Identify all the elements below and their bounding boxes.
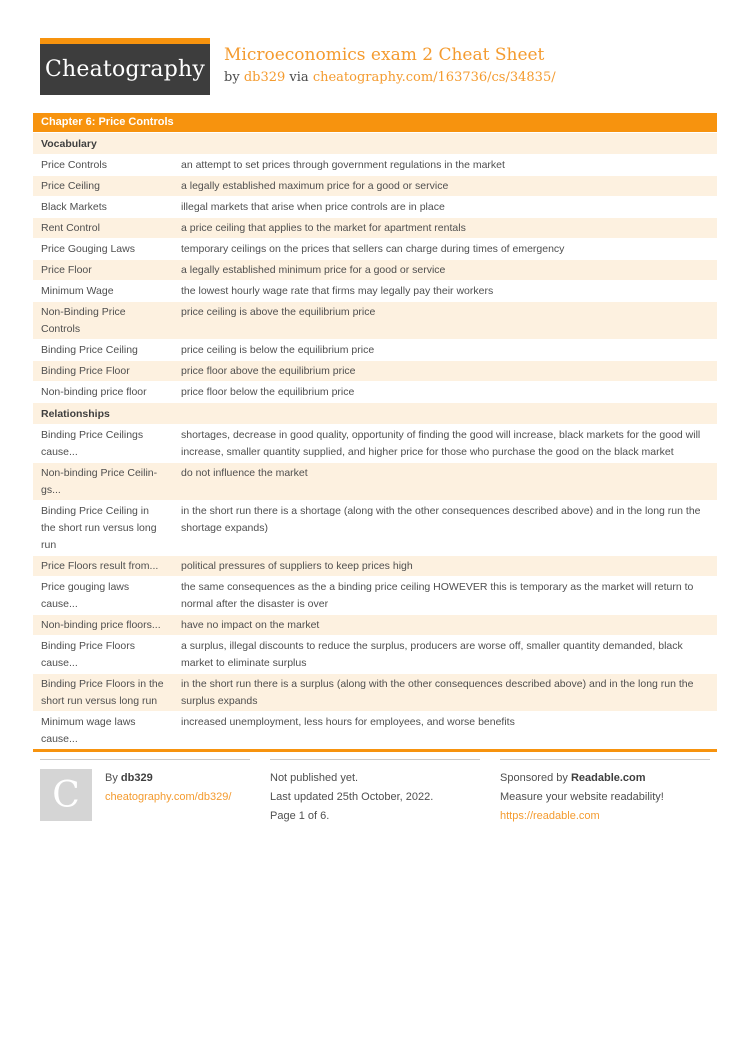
- table-row: [33, 154, 717, 175]
- avatar[interactable]: [40, 769, 92, 821]
- table-row: [33, 217, 717, 238]
- term-label: Binding Price Floors in the short run versus long run: [41, 677, 164, 707]
- byline-via-text: via: [289, 70, 309, 86]
- table-row: [33, 555, 717, 576]
- term-label: Non-binding Price Ceilin-gs...: [41, 466, 158, 496]
- sponsor-name: Readable.com: [570, 772, 646, 784]
- term-definition: in the short run there is a surplus (along with the other consequences described above) and in the long run the surplus expands: [181, 677, 694, 707]
- term-label: Non-binding price floor: [41, 385, 147, 398]
- term-definition: a price ceiling that applies to the market for apartment rentals: [181, 221, 466, 234]
- section-subheader-label: Relationships: [41, 407, 110, 420]
- table-row: [33, 711, 717, 749]
- footer-divider: [33, 749, 717, 752]
- author-profile-link[interactable]: cheatography.com/db329/: [105, 791, 232, 803]
- term-label: Price Controls: [41, 158, 107, 171]
- page-title: Microeconomics exam 2 Cheat Sheet: [224, 45, 545, 65]
- sponsor-tagline: Measure your website readability!: [500, 791, 664, 803]
- term-definition: temporary ceilings on the prices that sellers can charge during times of emergency: [181, 242, 565, 255]
- avatar-letter: C: [52, 774, 80, 816]
- term-definition: price floor below the equilibrium price: [181, 385, 355, 398]
- term-definition: do not influence the market: [181, 466, 308, 479]
- table-row: [33, 635, 717, 673]
- term-label: Non-Binding Price Controls: [41, 305, 126, 335]
- sponsor-link[interactable]: https://readable.com: [500, 810, 600, 822]
- table-row: [33, 339, 717, 360]
- last-updated: Last updated 25th October, 2022.: [270, 791, 434, 803]
- table-row: [33, 280, 717, 301]
- term-label: Price gouging laws cause...: [41, 580, 130, 610]
- sponsor-column: [500, 759, 710, 826]
- term-label: Price Floor: [41, 263, 92, 276]
- term-definition: a legally established maximum price for a good or service: [181, 179, 449, 192]
- footer-by-label: By: [105, 772, 118, 784]
- term-label: Price Ceiling: [41, 179, 100, 192]
- table-row: [33, 673, 717, 711]
- footer: [40, 759, 710, 826]
- term-definition: price ceiling is below the equilibrium price: [181, 343, 375, 356]
- term-definition: increased unemployment, less hours for employees, and worse benefits: [181, 715, 515, 728]
- term-definition: a surplus, illegal discounts to reduce the surplus, producers are worse off, smaller quantity demanded, black market to eliminate surplus: [181, 639, 683, 669]
- sponsor-line: [500, 769, 710, 788]
- term-label: Binding Price Floor: [41, 364, 130, 377]
- term-definition: political pressures of suppliers to keep prices high: [181, 559, 413, 572]
- byline: [224, 70, 556, 85]
- term-definition: in the short run there is a shortage (along with the other consequences described above) and in the long run the shortage expands): [181, 504, 701, 534]
- footer-author-column: [40, 759, 250, 826]
- table-row: [33, 500, 717, 555]
- footer-author-line: [105, 769, 231, 788]
- section-subheader-row: [33, 402, 717, 424]
- sheet-rows: [33, 132, 717, 749]
- term-definition: have no impact on the market: [181, 618, 320, 631]
- footer-author-name: db329: [120, 772, 153, 784]
- term-label: Binding Price Ceilings cause...: [41, 428, 144, 458]
- term-label: Price Gouging Laws: [41, 242, 135, 255]
- term-label: Price Floors result from...: [41, 559, 159, 572]
- term-label: Minimum wage laws cause...: [41, 715, 136, 745]
- title-block: [224, 38, 556, 85]
- page-number: Page 1 of 6.: [270, 810, 330, 822]
- term-definition: a legally established minimum price for a good or service: [181, 263, 446, 276]
- publication-status: Not published yet.: [270, 772, 359, 784]
- term-definition: illegal markets that arise when price controls are in place: [181, 200, 445, 213]
- section-subheader-label: Vocabulary: [41, 137, 97, 150]
- term-label: Non-binding price floors...: [41, 618, 161, 631]
- table-row: [33, 301, 717, 339]
- masthead: [0, 0, 750, 95]
- sheet-url-link[interactable]: cheatography.com/163736/cs/34835/: [312, 70, 556, 86]
- footer-author-text: [105, 769, 231, 826]
- term-label: Black Markets: [41, 200, 107, 213]
- term-definition: shortages, decrease in good quality, opportunity of finding the good will increase, black markets for the good will increase, smaller quantity supplied, and higher price for those who purchase the good on the black market: [181, 428, 701, 458]
- table-row: [33, 381, 717, 402]
- table-row: [33, 462, 717, 500]
- term-definition: an attempt to set prices through government regulations in the market: [181, 158, 505, 171]
- sheet-section-header: Chapter 6: Price Controls: [33, 113, 717, 132]
- byline-by-text: by: [224, 70, 240, 86]
- table-row: [33, 360, 717, 381]
- cheatography-logo[interactable]: [40, 38, 210, 95]
- table-row: [33, 196, 717, 217]
- table-row: [33, 259, 717, 280]
- term-definition: price ceiling is above the equilibrium price: [181, 305, 376, 318]
- term-label: Rent Control: [41, 221, 100, 234]
- sponsor-prefix: Sponsored by: [500, 772, 568, 784]
- table-row: [33, 424, 717, 462]
- logo-text: Cheatography: [44, 57, 206, 82]
- section-subheader-row: [33, 132, 717, 154]
- term-label: Binding Price Ceiling in the short run versus long run: [41, 504, 157, 551]
- term-definition: the lowest hourly wage rate that firms may legally pay their workers: [181, 284, 494, 297]
- term-label: Minimum Wage: [41, 284, 114, 297]
- table-row: [33, 175, 717, 196]
- cheat-sheet-card: [33, 113, 717, 749]
- table-row: [33, 614, 717, 635]
- term-label: Binding Price Ceiling: [41, 343, 138, 356]
- table-row: [33, 576, 717, 614]
- term-label: Binding Price Floors cause...: [41, 639, 135, 669]
- publication-info-column: [270, 759, 480, 826]
- term-definition: the same consequences as the a binding price ceiling HOWEVER this is temporary as the market will return to normal after the disaster is over: [181, 580, 694, 610]
- term-definition: price floor above the equilibrium price: [181, 364, 356, 377]
- table-row: [33, 238, 717, 259]
- author-link[interactable]: db329: [243, 70, 286, 86]
